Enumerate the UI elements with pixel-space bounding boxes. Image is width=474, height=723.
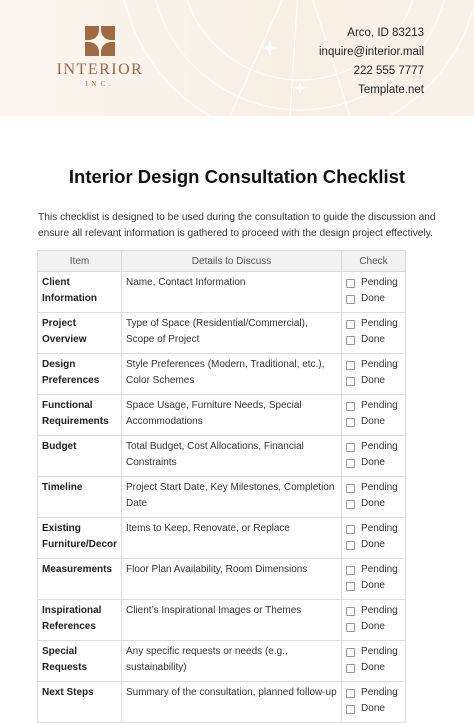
row-item: Measurements xyxy=(38,559,122,600)
row-item: Existing Furniture/Decor xyxy=(38,518,122,559)
check-option-done[interactable] xyxy=(346,373,401,389)
row-check xyxy=(342,354,406,395)
row-item: Next Steps xyxy=(38,682,122,723)
contact-block xyxy=(319,24,424,100)
row-item: Client Information xyxy=(38,272,122,313)
row-details: Floor Plan Availability, Room Dimensions xyxy=(122,559,342,600)
logo-name: INTERIOR xyxy=(56,61,144,78)
page-title: Interior Design Consultation Checklist xyxy=(68,166,406,187)
row-item: Functional Requirements xyxy=(38,395,122,436)
checkbox-icon[interactable] xyxy=(346,566,355,575)
checkbox-icon[interactable] xyxy=(346,377,355,386)
row-check xyxy=(342,682,406,723)
check-option-pending[interactable] xyxy=(346,480,401,496)
checkbox-icon[interactable] xyxy=(346,418,355,427)
checkbox-icon[interactable] xyxy=(346,525,355,534)
contact-phone: 222 555 7777 xyxy=(353,65,424,77)
contact-address: Arco, ID 83213 xyxy=(347,27,424,39)
table-row xyxy=(38,436,406,477)
row-details: Summary of the consultation, planned follow-up xyxy=(122,682,342,723)
checkbox-icon[interactable] xyxy=(346,443,355,452)
check-option-done[interactable] xyxy=(346,537,401,553)
table-row xyxy=(38,600,406,641)
check-option-label: Pending xyxy=(361,359,398,370)
check-option-done[interactable] xyxy=(346,496,401,512)
check-option-label: Done xyxy=(361,416,385,427)
checkbox-icon[interactable] xyxy=(346,705,355,714)
table-row xyxy=(38,313,406,354)
check-option-pending[interactable] xyxy=(346,275,401,291)
row-check xyxy=(342,313,406,354)
check-option-label: Pending xyxy=(361,277,398,288)
check-option-label: Done xyxy=(361,703,385,714)
check-option-done[interactable] xyxy=(346,578,401,594)
checkbox-icon[interactable] xyxy=(346,402,355,411)
checkbox-icon[interactable] xyxy=(346,336,355,345)
company-logo xyxy=(44,26,156,88)
logo-subtitle: INC. xyxy=(85,80,115,88)
checkbox-icon[interactable] xyxy=(346,607,355,616)
row-check xyxy=(342,559,406,600)
row-item: Design Preferences xyxy=(38,354,122,395)
header-details: Details to Discuss xyxy=(122,251,342,272)
check-option-pending[interactable] xyxy=(346,439,401,455)
intro-paragraph: This checklist is designed to be used during the consultation to guide the discussion and ensure all relevant information is gathered to proceed with the design project effectively. xyxy=(38,212,436,239)
check-option-done[interactable] xyxy=(346,291,401,307)
checkbox-icon[interactable] xyxy=(346,582,355,591)
checkbox-icon[interactable] xyxy=(346,664,355,673)
checkbox-icon[interactable] xyxy=(346,689,355,698)
row-details: Items to Keep, Renovate, or Replace xyxy=(122,518,342,559)
row-item: Project Overview xyxy=(38,313,122,354)
checklist-table xyxy=(37,250,406,723)
header-item: Item xyxy=(38,251,122,272)
check-option-pending[interactable] xyxy=(346,357,401,373)
table-row xyxy=(38,477,406,518)
check-option-label: Pending xyxy=(361,564,398,575)
checkbox-icon[interactable] xyxy=(346,648,355,657)
checkbox-icon[interactable] xyxy=(346,623,355,632)
check-option-done[interactable] xyxy=(346,660,401,676)
row-details: Project Start Date, Key Milestones, Completion Date xyxy=(122,477,342,518)
check-option-label: Done xyxy=(361,498,385,509)
checkbox-icon[interactable] xyxy=(346,459,355,468)
check-option-label: Pending xyxy=(361,318,398,329)
checkbox-icon[interactable] xyxy=(346,484,355,493)
row-item: Inspirational References xyxy=(38,600,122,641)
row-details: Space Usage, Furniture Needs, Special Accommodations xyxy=(122,395,342,436)
row-details: Total Budget, Cost Allocations, Financial Constraints xyxy=(122,436,342,477)
table-row xyxy=(38,559,406,600)
check-option-label: Done xyxy=(361,580,385,591)
check-option-label: Done xyxy=(361,662,385,673)
check-option-done[interactable] xyxy=(346,414,401,430)
contact-email[interactable]: inquire@interior.mail xyxy=(319,46,424,58)
row-check xyxy=(342,641,406,682)
row-check xyxy=(342,477,406,518)
check-option-pending[interactable] xyxy=(346,603,401,619)
table-row xyxy=(38,518,406,559)
check-option-pending[interactable] xyxy=(346,562,401,578)
check-option-pending[interactable] xyxy=(346,316,401,332)
check-option-label: Done xyxy=(361,457,385,468)
row-item: Budget xyxy=(38,436,122,477)
checkbox-icon[interactable] xyxy=(346,361,355,370)
check-option-done[interactable] xyxy=(346,455,401,471)
check-option-label: Done xyxy=(361,334,385,345)
logo-mark-icon xyxy=(85,26,115,56)
check-option-label: Done xyxy=(361,293,385,304)
header-check: Check xyxy=(342,251,406,272)
check-option-label: Pending xyxy=(361,441,398,452)
row-check xyxy=(342,272,406,313)
table-row xyxy=(38,354,406,395)
checkbox-icon[interactable] xyxy=(346,320,355,329)
checkbox-icon[interactable] xyxy=(346,295,355,304)
check-option-label: Pending xyxy=(361,687,398,698)
check-option-pending[interactable] xyxy=(346,521,401,537)
check-option-pending[interactable] xyxy=(346,685,401,701)
checkbox-icon[interactable] xyxy=(346,541,355,550)
check-option-label: Pending xyxy=(361,482,398,493)
check-option-done[interactable] xyxy=(346,332,401,348)
check-option-label: Pending xyxy=(361,400,398,411)
row-item: Special Requests xyxy=(38,641,122,682)
row-check xyxy=(342,436,406,477)
checkbox-icon[interactable] xyxy=(346,279,355,288)
row-details: Type of Space (Residential/Commercial), Scope of Project xyxy=(122,313,342,354)
row-details: Client’s Inspirational Images or Themes xyxy=(122,600,342,641)
row-check xyxy=(342,518,406,559)
table-row xyxy=(38,272,406,313)
letterhead xyxy=(0,0,474,116)
check-option-label: Done xyxy=(361,539,385,550)
row-check xyxy=(342,600,406,641)
table-header-row xyxy=(38,251,406,272)
contact-website[interactable]: Template.net xyxy=(358,84,424,96)
table-row xyxy=(38,395,406,436)
check-option-pending[interactable] xyxy=(346,398,401,414)
check-option-label: Pending xyxy=(361,646,398,657)
check-option-done[interactable] xyxy=(346,701,401,717)
check-option-label: Done xyxy=(361,621,385,632)
row-item: Timeline xyxy=(38,477,122,518)
check-option-label: Pending xyxy=(361,523,398,534)
check-option-done[interactable] xyxy=(346,619,401,635)
table-row xyxy=(38,641,406,682)
row-details: Style Preferences (Modern, Traditional, etc.), Color Schemes xyxy=(122,354,342,395)
row-details: Name, Contact Information xyxy=(122,272,342,313)
row-details: Any specific requests or needs (e.g., sustainability) xyxy=(122,641,342,682)
table-row xyxy=(38,682,406,723)
check-option-pending[interactable] xyxy=(346,644,401,660)
check-option-label: Done xyxy=(361,375,385,386)
checkbox-icon[interactable] xyxy=(346,500,355,509)
check-option-label: Pending xyxy=(361,605,398,616)
row-check xyxy=(342,395,406,436)
